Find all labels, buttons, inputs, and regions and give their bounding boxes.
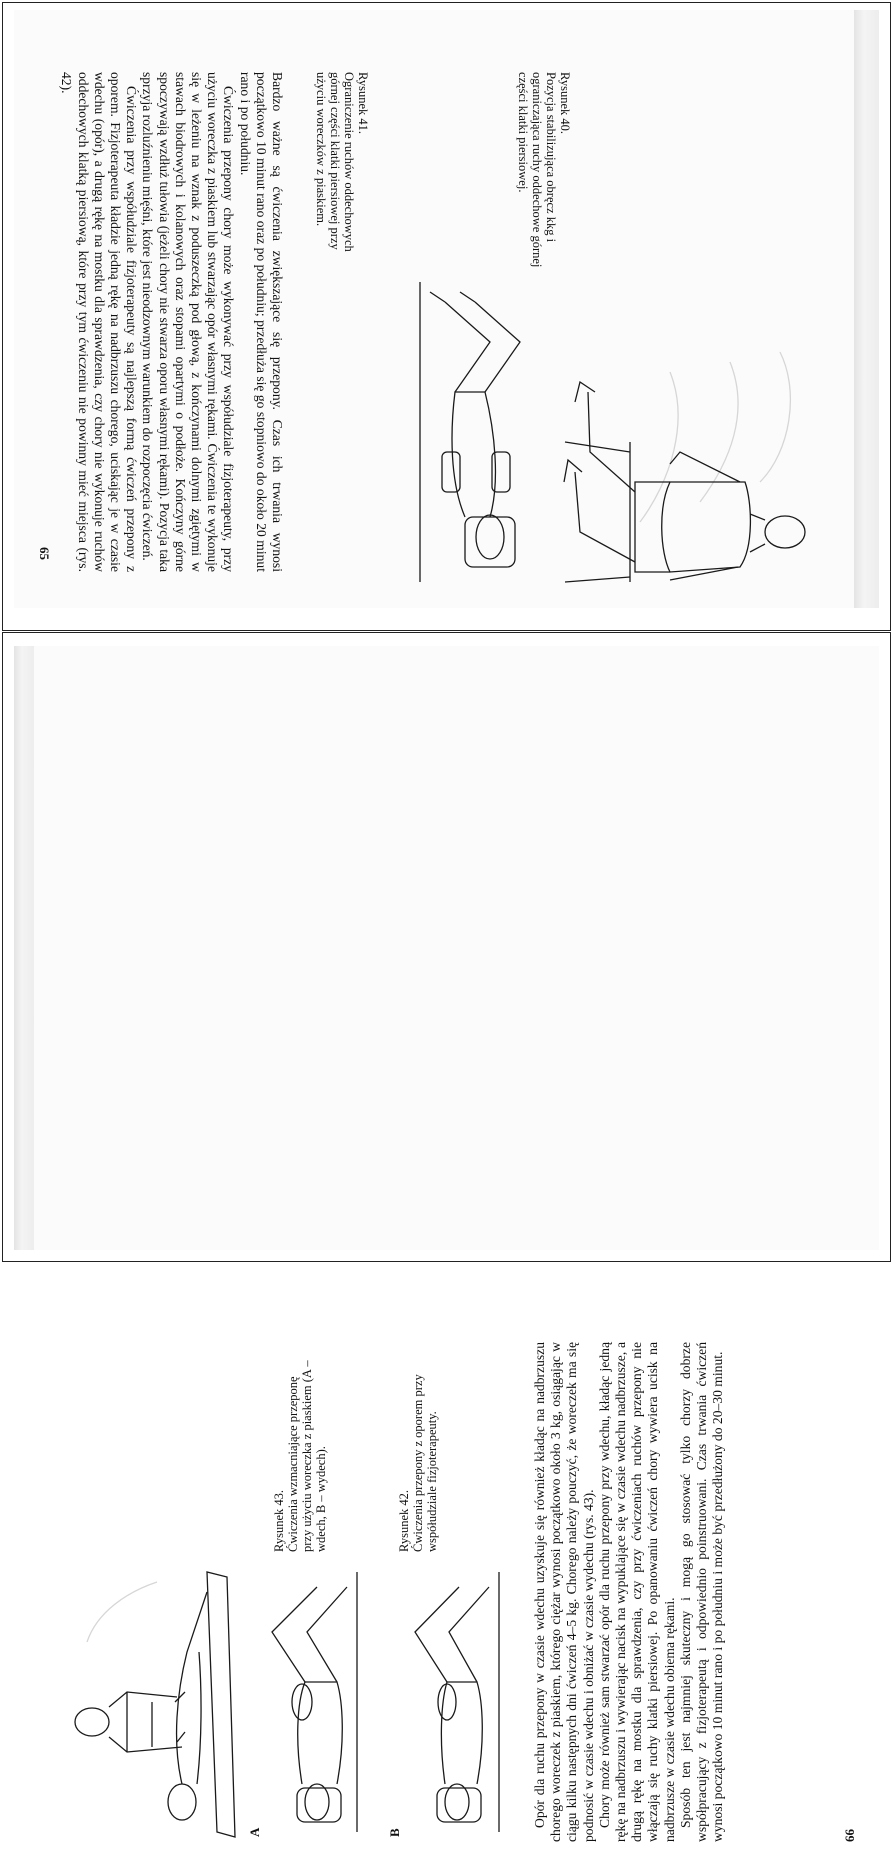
figure-42-caption [397,1352,439,1552]
figure-43-label-b: B [387,1828,402,1837]
figure-40-caption [516,72,572,272]
page-65-body-text [58,72,285,572]
figure-42-illustration [67,1562,237,1842]
page-66-content [62,1302,882,1862]
figure-43a-illustration [257,1572,377,1832]
figure-43-caption [272,1352,328,1552]
figure-42-number: Rysunek 42. [397,1490,411,1552]
figure-41-number: Rysunek 41. [356,72,370,134]
paragraph-1: Opór dla ruchu przepony w czasie wdechu uzyskuje się również kładąc na nadbrzuszu chorego woreczek z piaskiem, którego ciężar wynosi początkowo około 3 kg, osiągając w ciągu kilku następnych dni ćwiczeń 4–5 kg. Chorego należy pouczyć, że woreczek ma się podnosić w czasie wdechu i obniżać w czasie wydechu (rys. 43). [532,1342,596,1842]
page-number: 65 [37,547,52,560]
page-number: 66 [842,1829,857,1842]
figure-43-number: Rysunek 43. [272,1490,286,1552]
figure-42-text: Ćwiczenia przepony z oporem przy współudziale fizjoterapeuty. [411,1374,439,1552]
paragraph-1: Bardzo ważne są ćwiczenia zwiększające się przepony. Czas ich trwania wynosi początkowo 10 minut rano oraz po południu; przedłuża się go stopniowo do około 20 minut rano i po południu. [237,72,285,572]
figure-41-text: Ograniczenie ruchów oddechowych górnej części klatki piersiowej przy użyciu woreczków z piaskiem. [314,72,356,252]
paragraph-3: Ćwiczenia przy współudziale fizjoterapeuty są najlepszą formą ćwiczeń przepony z oporem. Fizjoterapeuta kładzie jedną rękę na nadbrzuszu chorego, uciskając je w czasie wdechu (opór), a drugą rękę na mostku dla sprawdzenia, czy chory nie wykonuje ruchów oddechowych klatką piersiową, które przy tym ćwiczeniu nie powinny mieć miejsca (rys. 42). [59,72,140,572]
scan-page-65 [0,0,893,632]
figure-43b-illustration [397,1572,517,1832]
paragraph-2: Ćwiczenia przepony chory może wykonywać przy współudziale fizjoterapeuty, przy użyciu woreczka z piaskiem lub stwarzając opór własnymi rękami. Ćwiczenia te wykonuje się w leżeniu na wznak z poduszeczką pod głową, z kończynami dolnymi zgiętymi w stawach biodrowych i kolanowych oraz stopami opartymi o podłoże. Kończyny górne spoczywają wzdłuż tułowia (jeżeli chory nie stwarza oporu własnymi rękami). Pozycja taka sprzyja rozluźnieniu mięśni, które jest nieodzownym warunkiem do rozpoczęcia ćwiczeń. [140,72,237,572]
figure-40-text: Pozycja stabilizująca obręcz kkg i ograniczająca ruchy oddechowe górnej części klatki piersiowej. [516,72,558,268]
figure-43-text: Ćwiczenia wzmacniające przeponę przy użyciu woreczka z piaskiem (A – wdech, B – wydech). [286,1360,328,1552]
scan-area [14,646,879,1250]
paragraph-3: Sposób ten jest najmniej skuteczny i mogą go stosować tylko chorzy dobrze współpracujący z fizjoterapeutą i odpowiednio poinstruowani. Czas trwania ćwiczeń wynosi początkowo 10 minut rano i po południu i może być przedłużony do 20–30 minut. [677,1342,726,1842]
figure-41-caption [314,72,370,262]
figure-40-illustration [560,332,820,592]
figure-41-illustration [310,282,530,582]
page-65-content [10,32,830,592]
page-66-body-text [532,1342,726,1842]
paragraph-2: Chory może również sam stwarzać opór dla ruchu przepony przy wdechu, kładąc jedną rękę na nadbrzuszu i wywierając nacisk na wypuklające się w czasie wdechu nadbrzusze, a drugą rękę na mostku dla sprawdzenia, czy przy ćwiczeniach ruchów przepony nie włączają się ruchy klatki piersiowej. Po opanowaniu ćwiczeń chory wywiera ucisk na nadbrzusze w czasie wdechu obiema rękami. [596,1342,677,1842]
book-gutter [14,646,34,1250]
scan-page-66 [0,632,893,1842]
figure-43-label-a: A [247,1827,262,1837]
figure-40-number: Rysunek 40. [558,72,572,134]
book-gutter [854,10,879,608]
